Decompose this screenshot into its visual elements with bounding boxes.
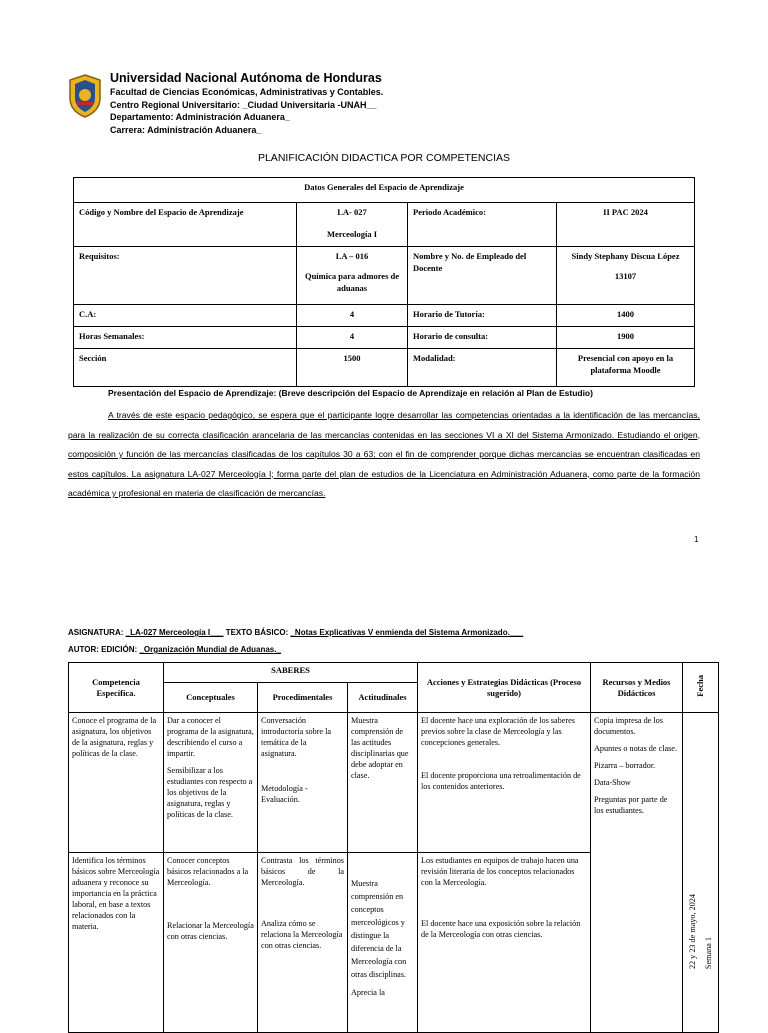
presentation-body: A través de este espacio pedagógico, se espera que el participante logre desarrollar las competencias orientadas a la identificación de las mercancías, para la realización de su correcta clasificación arancelaria de las mercancías contenidas en las secciones VI a XI del Sistema Armonizado. Estudiando el origen, composición y función de las mercancías clasificadas de los capítulos 30 a 63; con el fin de comprender porque dichas mercancías se encuentran clasificadas en estos capítulos. La asignatura LA-027 Merceología I; forma parte del plan de estudios de la Licenciatura en Administración Aduanera, como parte de la formación académica y profesional en materia de clasificación de mercancías. — [68, 410, 700, 498]
header-acciones: Acciones y Estrategias Didácticas (Proceso sugerido) — [418, 663, 591, 713]
procedimentales-cell — [258, 853, 348, 1033]
recurso-item: Preguntas por parte de los estudiantes. — [594, 795, 668, 815]
actitudinal-item: Muestra comprensión en conceptos merceológicos y distingue la diferencia de la Merceología con otras disciplinas. — [351, 879, 407, 979]
header-procedimentales: Procedimentales — [258, 683, 348, 713]
label-periodo: Periodo Académico: — [408, 203, 557, 247]
teacher-id: 13107 — [614, 271, 637, 281]
competencia-text: Identifica los términos básicos sobre Merceología aduanera y reconoce su importancia en la práctica laboral, en base a textos relacionados con la materia. — [72, 856, 160, 931]
accion-item: El docente proporciona una retroalimentación de los contenidos anteriores. — [421, 771, 581, 791]
planning-table — [68, 662, 719, 1033]
label-codigo: Código y Nombre del Espacio de Aprendizaje — [74, 203, 297, 247]
procedimental-item: Contrasta los términos básicos de la Merceología. — [261, 856, 344, 887]
header-conceptuales: Conceptuales — [164, 683, 258, 713]
conceptual-item: Sensibilizar a los estudiantes con respecto a los objetivos de la asignatura, reglas y políticas de la clase. — [167, 766, 253, 819]
recurso-item: Apuntes o notas de clase. — [594, 744, 677, 753]
value-docente — [557, 247, 695, 305]
procedimentales-cell — [258, 713, 348, 853]
document-title: PLANIFICACIÓN DIDACTICA POR COMPETENCIAS — [257, 152, 511, 164]
actitudinal-item: Muestra comprensión de las actitudes disciplinarias que debe adoptar en clase. — [351, 716, 409, 780]
header-competencia: Competencia Específica. — [69, 663, 164, 713]
faculty-line: Facultad de Ciencias Económicas, Administrativas y Contables. — [110, 87, 384, 97]
conceptuales-cell — [164, 853, 258, 1033]
value-seccion: 1500 — [297, 349, 408, 387]
conceptual-item: Relacionar la Merceología con otras ciencias. — [167, 921, 254, 941]
author-value: _Organización Mundial de Aduanas._ — [139, 645, 281, 654]
subject-value: _LA-027 Merceología I___ — [125, 628, 224, 637]
course-code: LA- 027 — [337, 207, 367, 217]
competencia-cell — [69, 853, 164, 1033]
value-ca: 4 — [297, 305, 408, 327]
prereq-code: LA – 016 — [335, 251, 369, 261]
fecha-date: 22 y 23 de mayo, 2024 — [688, 893, 698, 969]
subject-line — [68, 628, 523, 637]
conceptual-item: Dar a conocer el programa de la asignatura, describiendo el curso a impartir. — [167, 716, 254, 758]
value-periodo: II PAC 2024 — [557, 203, 695, 247]
recurso-item: Copia impresa de los documentos. — [594, 716, 663, 736]
label-horas: Horas Semanales: — [74, 327, 297, 349]
label-modalidad: Modalidad: — [408, 349, 557, 387]
header-actitudinales: Actitudinales — [348, 683, 418, 713]
basic-text-value: _Notas Explicativas V enmienda del Sistema Armonizado.___ — [290, 628, 524, 637]
prereq-name: Química para admores de aduanas — [304, 271, 400, 293]
fecha-label: Fecha — [695, 675, 705, 697]
value-consulta: 1900 — [557, 327, 695, 349]
university-seal-logo — [68, 74, 102, 118]
header-fecha — [683, 663, 719, 713]
page-number: 1 — [694, 535, 699, 544]
university-name: Universidad Nacional Autónoma de Honduras — [110, 71, 382, 85]
label-docente: Nombre y No. de Empleado del Docente — [408, 247, 557, 305]
competencia-cell — [69, 713, 164, 853]
subject-label: ASIGNATURA: — [68, 628, 124, 637]
value-modalidad: Presencial con apoyo en la plataforma Moodle — [557, 349, 695, 387]
table-row — [69, 713, 719, 853]
actitudinales-cell — [348, 853, 418, 1033]
fecha-week: Semana 1 — [703, 936, 713, 969]
basic-text-label: TEXTO BÁSICO: — [225, 628, 289, 637]
acciones-cell — [418, 713, 591, 853]
actitudinales-cell — [348, 713, 418, 853]
general-data-table — [73, 177, 695, 387]
value-codigo — [297, 203, 408, 247]
value-horas: 4 — [297, 327, 408, 349]
procedimental-item: Metodología - Evaluación. — [261, 784, 308, 804]
department-line: Departamento: Administración Aduanera_ — [110, 112, 290, 122]
general-data-title: Datos Generales del Espacio de Aprendizaje — [74, 178, 695, 203]
institution-header — [110, 70, 670, 136]
teacher-name: Sindy Stephany Discua López — [571, 251, 680, 261]
author-line — [68, 645, 281, 654]
regional-center-line: Centro Regional Universitario: _Ciudad Universitaria -UNAH__ — [110, 99, 377, 110]
recurso-item: Data-Show — [594, 778, 631, 787]
actitudinal-item: Aprecia la — [351, 988, 385, 997]
accion-item: El docente hace una exposición sobre la relación de la Merceología con otras ciencias. — [421, 919, 581, 939]
recurso-item: Pizarra – borrador. — [594, 761, 656, 770]
label-ca: C.A: — [74, 305, 297, 327]
accion-item: Los estudiantes en equipos de trabajo hacen una revisión literaria de los conceptos relacionados con la Merceología. — [421, 856, 579, 887]
conceptuales-cell — [164, 713, 258, 853]
career-line: Carrera: Administración Aduanera_ — [110, 124, 262, 135]
label-seccion: Sección — [74, 349, 297, 387]
conceptual-item: Conocer conceptos básicos relacionados a la Merceología. — [167, 856, 249, 887]
label-tutoria: Horario de Tutoría: — [408, 305, 557, 327]
course-name: Merceología I — [326, 229, 378, 239]
procedimental-item: Analiza cómo se relaciona la Merceología con otras ciencias. — [261, 919, 343, 950]
value-tutoria: 1400 — [557, 305, 695, 327]
competencia-text: Conoce el programa de la asignatura, los objetivos de la asignatura, reglas y políticas de la clase. — [72, 716, 157, 758]
value-requisitos — [297, 247, 408, 305]
acciones-cell — [418, 853, 591, 1033]
header-recursos: Recursos y Medios Didácticos — [591, 663, 683, 713]
recursos-cell — [591, 713, 683, 1033]
presentation-label: Presentación del Espacio de Aprendizaje: (Breve descripción del Espacio de Aprendizaje en relación al Plan de Estudio) — [108, 388, 593, 398]
header-saberes: SABERES — [164, 663, 418, 683]
accion-item: El docente hace una exploración de los saberes previos sobre la clase de Merceología y las concepciones generales. — [421, 716, 575, 747]
procedimental-item: Conversación introductoria sobre la temática de la asignatura. — [261, 716, 332, 758]
label-requisitos: Requisitos: — [74, 247, 297, 305]
author-label: AUTOR: EDICIÓN: — [68, 645, 138, 654]
label-consulta: Horario de consulta: — [408, 327, 557, 349]
fecha-cell — [683, 713, 719, 1033]
